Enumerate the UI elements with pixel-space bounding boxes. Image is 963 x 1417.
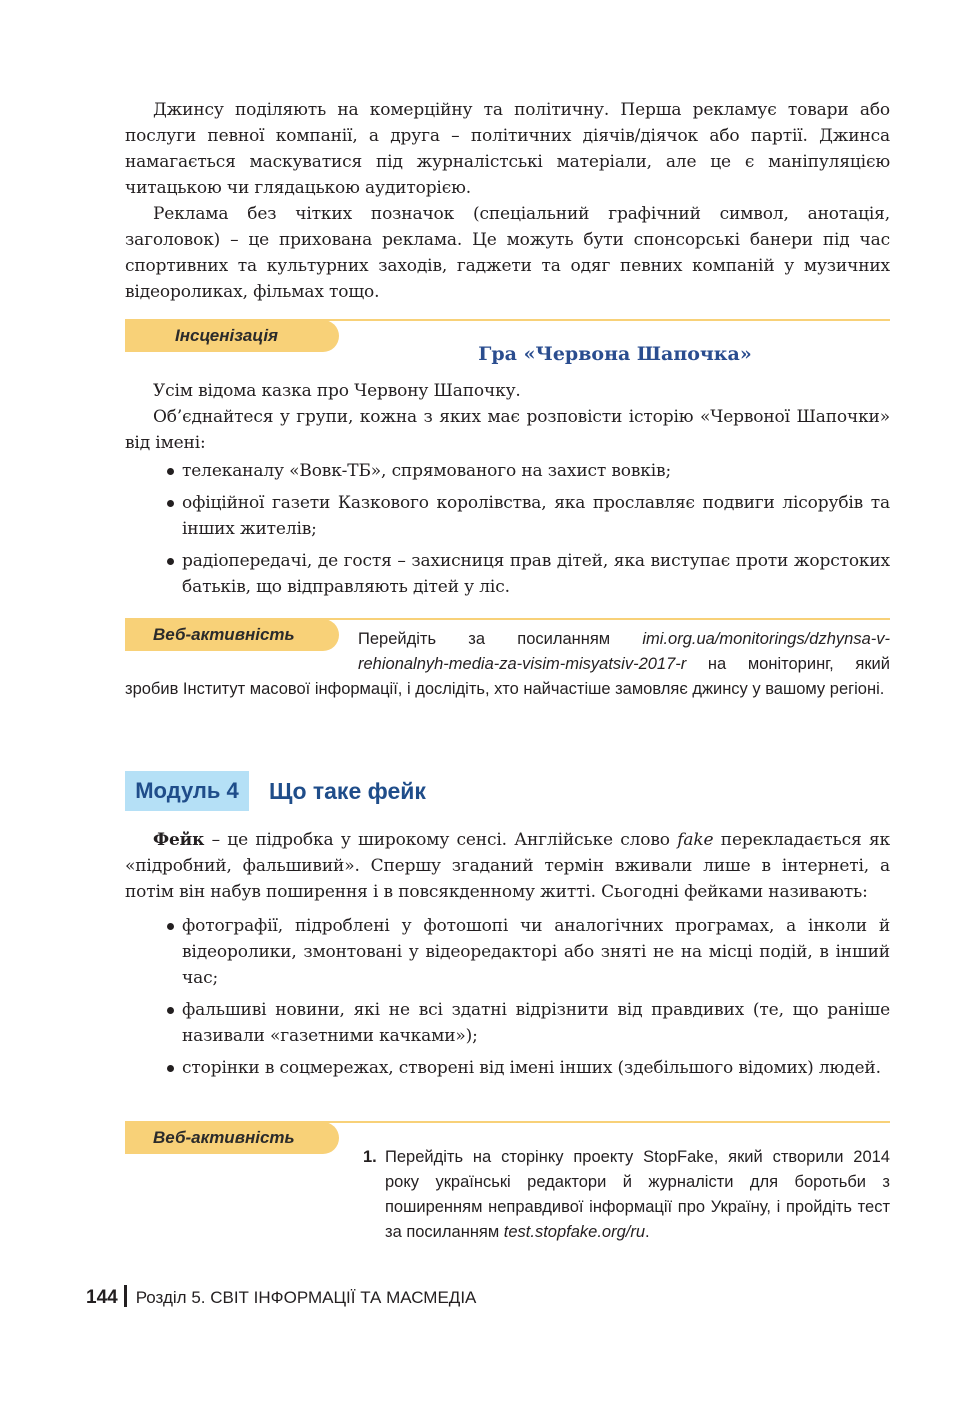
monitoring-link[interactable]: imi.org.ua/monitorings/dzhynsa-v-rehionalnyh-media-za-visim-misyatsiv-2017-r bbox=[358, 630, 890, 673]
module-title: Що таке фейк bbox=[269, 778, 426, 804]
staging-text bbox=[125, 378, 890, 606]
bullet-icon bbox=[167, 558, 174, 565]
list-item: фотографії, підроблені у фотошопі чи аналогічних програмах, а інколи й відеоролики, змонтовані у відеоредакторі або зняті не на місці подій, в інший час; bbox=[125, 913, 890, 991]
footer-separator bbox=[124, 1285, 127, 1307]
web-activity-2-tab: Веб-активність bbox=[125, 1122, 339, 1154]
list-item: радіопередачі, де гостя – захисниця прав дітей, яка виступає проти жорстоких батьків, що відправляють дітей у ліс. bbox=[125, 548, 890, 600]
web-activity-2-text bbox=[363, 1145, 890, 1245]
list-item: фальшиві новини, які не всі здатні відрізнити від правдивих (те, що раніше називали «газетними качками»); bbox=[125, 997, 890, 1049]
page-footer bbox=[86, 1284, 476, 1312]
fake-word: fake bbox=[677, 830, 714, 850]
staging-list bbox=[125, 458, 890, 600]
fake-text bbox=[125, 827, 890, 1087]
game-title: Гра «Червона Шапочка» bbox=[478, 343, 752, 365]
staging-paragraph-2: Об’єднайтеся у групи, кожна з яких має розповісти історію «Червоної Шапочки» від імені: bbox=[125, 407, 890, 453]
fake-list bbox=[125, 913, 890, 1081]
list-item: сторінки в соцмережах, створені від імені інших (здебільшого відомих) людей. bbox=[125, 1055, 890, 1081]
staging-tab: Інсценізація bbox=[125, 320, 339, 352]
intro-paragraph-2: Реклама без чітких позначок (спеціальний графічний символ, анотація, заголовок) – це прихована реклама. Це можуть бути спонсорські банери під час спортивних та культурних заходів, гаджети та одяг певних компаній у музичних відеороликах, фільмах тощо. bbox=[125, 204, 890, 302]
bullet-icon bbox=[167, 1007, 174, 1014]
fake-definition: Фейк – це підробка у широкому сенсі. Англійське слово fake перекладається як «підробний, фальшивий». Спершу згаданий термін вживали лише в інтернеті, а потім він набув поширення і в повсякденному житті. Сьогодні фейками називають: bbox=[125, 830, 890, 902]
web-activity-1-text: Перейдіть за посиланням imi.org.ua/monitorings/dzhynsa-v-rehionalnyh-media-za-visim-misyatsiv-2017-r на моніторинг, який зробив Інститут масової інформації, і дослідіть, хто найчастіше замовляє джинсу у вашому регіоні. bbox=[125, 627, 890, 702]
list-item: 1. Перейдіть на сторінку проекту StopFake, який створили 2014 року українські редактори й журналісти для боротьби з поширенням неправдивої інформації про Україну, і пройдіть тест за посиланням test.stopfake.org/ru. bbox=[363, 1145, 890, 1245]
bullet-icon bbox=[167, 500, 174, 507]
footer-section: Розділ 5. СВІТ ІНФОРМАЦІЇ ТА МАСМЕДІА bbox=[135, 1288, 477, 1307]
bullet-icon bbox=[167, 468, 174, 475]
bullet-icon bbox=[167, 1065, 174, 1072]
item-number: 1. bbox=[363, 1148, 377, 1166]
web-activity-2-list bbox=[363, 1145, 890, 1245]
page-number: 144 bbox=[86, 1287, 118, 1308]
staging-paragraph-1: Усім відома казка про Червону Шапочку. bbox=[153, 381, 521, 401]
tab-spacer bbox=[125, 627, 358, 677]
bullet-icon bbox=[167, 923, 174, 930]
web-activity-1-tab: Веб-активність bbox=[125, 619, 339, 651]
stopfake-link[interactable]: test.stopfake.org/ru bbox=[503, 1223, 646, 1241]
list-item: телеканалу «Вовк-ТБ», спрямованого на захист вовків; bbox=[125, 458, 890, 484]
module-badge: Модуль 4 bbox=[125, 771, 249, 811]
intro-paragraph-1: Джинсу поділяють на комерційну та політичну. Перша рекламує товари або послуги певної компанії, а друга – політичних діячів/діячок або партії. Джинса намагається маскуватися під журналістські матеріали, але це є маніпуляцією читацькою чи глядацькою аудиторією. bbox=[125, 100, 890, 198]
list-item: офіційної газети Казкового королівства, яка прославляє подвиги лісорубів та інших жителів; bbox=[125, 490, 890, 542]
intro-text bbox=[125, 97, 890, 305]
fake-term: Фейк bbox=[153, 830, 205, 850]
